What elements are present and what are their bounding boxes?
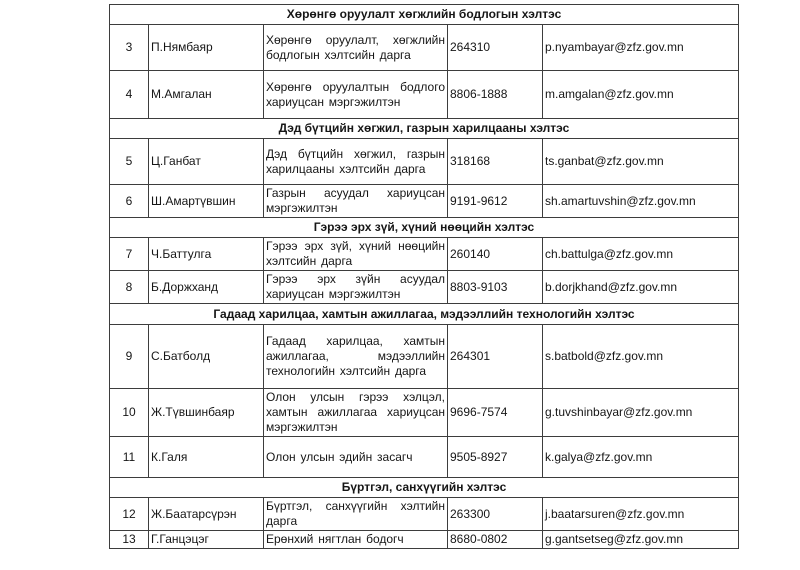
table-row	[110, 185, 739, 218]
phone-cell: 264301	[448, 325, 543, 389]
employee-name-cell: Ш.Амартүвшин	[149, 185, 264, 218]
section-header-row	[110, 478, 739, 498]
email-cell: g.tuvshinbayar@zfz.gov.mn	[543, 389, 739, 437]
table-row	[110, 71, 739, 119]
table-row	[110, 325, 739, 389]
employee-name-cell: Ж.Баатарсүрэн	[149, 498, 264, 531]
row-number-cell: 11	[110, 437, 149, 478]
employee-name-cell: П.Нямбаяр	[149, 25, 264, 71]
table-row	[110, 389, 739, 437]
row-number-cell: 13	[110, 531, 149, 549]
position-cell: Гэрээ эрх зүйн асуудал хариуцсан мэргэжилтэн	[264, 271, 448, 304]
row-number-cell: 7	[110, 238, 149, 271]
email-cell: p.nyambayar@zfz.gov.mn	[543, 25, 739, 71]
phone-cell: 9696-7574	[448, 389, 543, 437]
phone-cell: 260140	[448, 238, 543, 271]
row-number-cell: 10	[110, 389, 149, 437]
phone-cell: 8806-1888	[448, 71, 543, 119]
row-number-cell: 9	[110, 325, 149, 389]
position-cell: Гэрээ эрх зүй, хүний нөөцийн хэлтсийн дарга	[264, 238, 448, 271]
table-row	[110, 531, 739, 549]
email-cell: ts.ganbat@zfz.gov.mn	[543, 139, 739, 185]
employee-name-cell: С.Батболд	[149, 325, 264, 389]
position-cell: Хөрөнгө оруулалтын бодлого хариуцсан мэргэжилтэн	[264, 71, 448, 119]
position-cell: Олон улсын гэрээ хэлцэл, хамтын ажиллагаа хариуцсан мэргэжилтэн	[264, 389, 448, 437]
table-row	[110, 25, 739, 71]
employee-name-cell: К.Галя	[149, 437, 264, 478]
phone-cell: 8803-9103	[448, 271, 543, 304]
phone-cell: 263300	[448, 498, 543, 531]
contact-directory-table	[109, 4, 739, 549]
position-cell: Гадаад харилцаа, хамтын ажиллагаа, мэдээллийн технологийн хэлтсийн дарга	[264, 325, 448, 389]
employee-name-cell: Ц.Ганбат	[149, 139, 264, 185]
section-header-row	[110, 304, 739, 325]
row-number-cell: 6	[110, 185, 149, 218]
row-number-cell: 5	[110, 139, 149, 185]
employee-name-cell: Ж.Түвшинбаяр	[149, 389, 264, 437]
employee-name-cell: М.Амгалан	[149, 71, 264, 119]
section-header: Хөрөнгө оруулалт хөгжлийн бодлогын хэлтэс	[110, 5, 739, 25]
employee-name-cell: Ч.Баттулга	[149, 238, 264, 271]
section-header: Гэрээ эрх зүй, хүний нөөцийн хэлтэс	[110, 218, 739, 238]
phone-cell: 9191-9612	[448, 185, 543, 218]
row-number-cell: 8	[110, 271, 149, 304]
position-cell: Дэд бүтцийн хөгжил, газрын харилцааны хэлтсийн дарга	[264, 139, 448, 185]
position-cell: Олон улсын эдийн засагч	[264, 437, 448, 478]
phone-cell: 8680-0802	[448, 531, 543, 549]
email-cell: g.gantsetseg@zfz.gov.mn	[543, 531, 739, 549]
section-header-row	[110, 218, 739, 238]
position-cell: Ерөнхий нягтлан бодогч	[264, 531, 448, 549]
phone-cell: 318168	[448, 139, 543, 185]
section-header: Дэд бүтцийн хөгжил, газрын харилцааны хэлтэс	[110, 119, 739, 139]
email-cell: m.amgalan@zfz.gov.mn	[543, 71, 739, 119]
section-header-row	[110, 5, 739, 25]
table-row	[110, 437, 739, 478]
table-row	[110, 498, 739, 531]
table-row	[110, 139, 739, 185]
phone-cell: 264310	[448, 25, 543, 71]
employee-name-cell: Г.Ганцэцэг	[149, 531, 264, 549]
email-cell: sh.amartuvshin@zfz.gov.mn	[543, 185, 739, 218]
employee-name-cell: Б.Доржханд	[149, 271, 264, 304]
email-cell: k.galya@zfz.gov.mn	[543, 437, 739, 478]
email-cell: ch.battulga@zfz.gov.mn	[543, 238, 739, 271]
row-number-cell: 3	[110, 25, 149, 71]
position-cell: Хөрөнгө оруулалт, хөгжлийн бодлогын хэлтсийн дарга	[264, 25, 448, 71]
phone-cell: 9505-8927	[448, 437, 543, 478]
section-header: Гадаад харилцаа, хамтын ажиллагаа, мэдээллийн технологийн хэлтэс	[110, 304, 739, 325]
row-number-cell: 4	[110, 71, 149, 119]
row-number-cell: 12	[110, 498, 149, 531]
email-cell: j.baatarsuren@zfz.gov.mn	[543, 498, 739, 531]
email-cell: s.batbold@zfz.gov.mn	[543, 325, 739, 389]
table-row	[110, 271, 739, 304]
position-cell: Бүртгэл, санхүүгийн хэлтийн дарга	[264, 498, 448, 531]
section-header: Бүртгэл, санхүүгийн хэлтэс	[110, 478, 739, 498]
position-cell: Газрын асуудал хариуцсан мэргэжилтэн	[264, 185, 448, 218]
table-row	[110, 238, 739, 271]
section-header-row	[110, 119, 739, 139]
email-cell: b.dorjkhand@zfz.gov.mn	[543, 271, 739, 304]
